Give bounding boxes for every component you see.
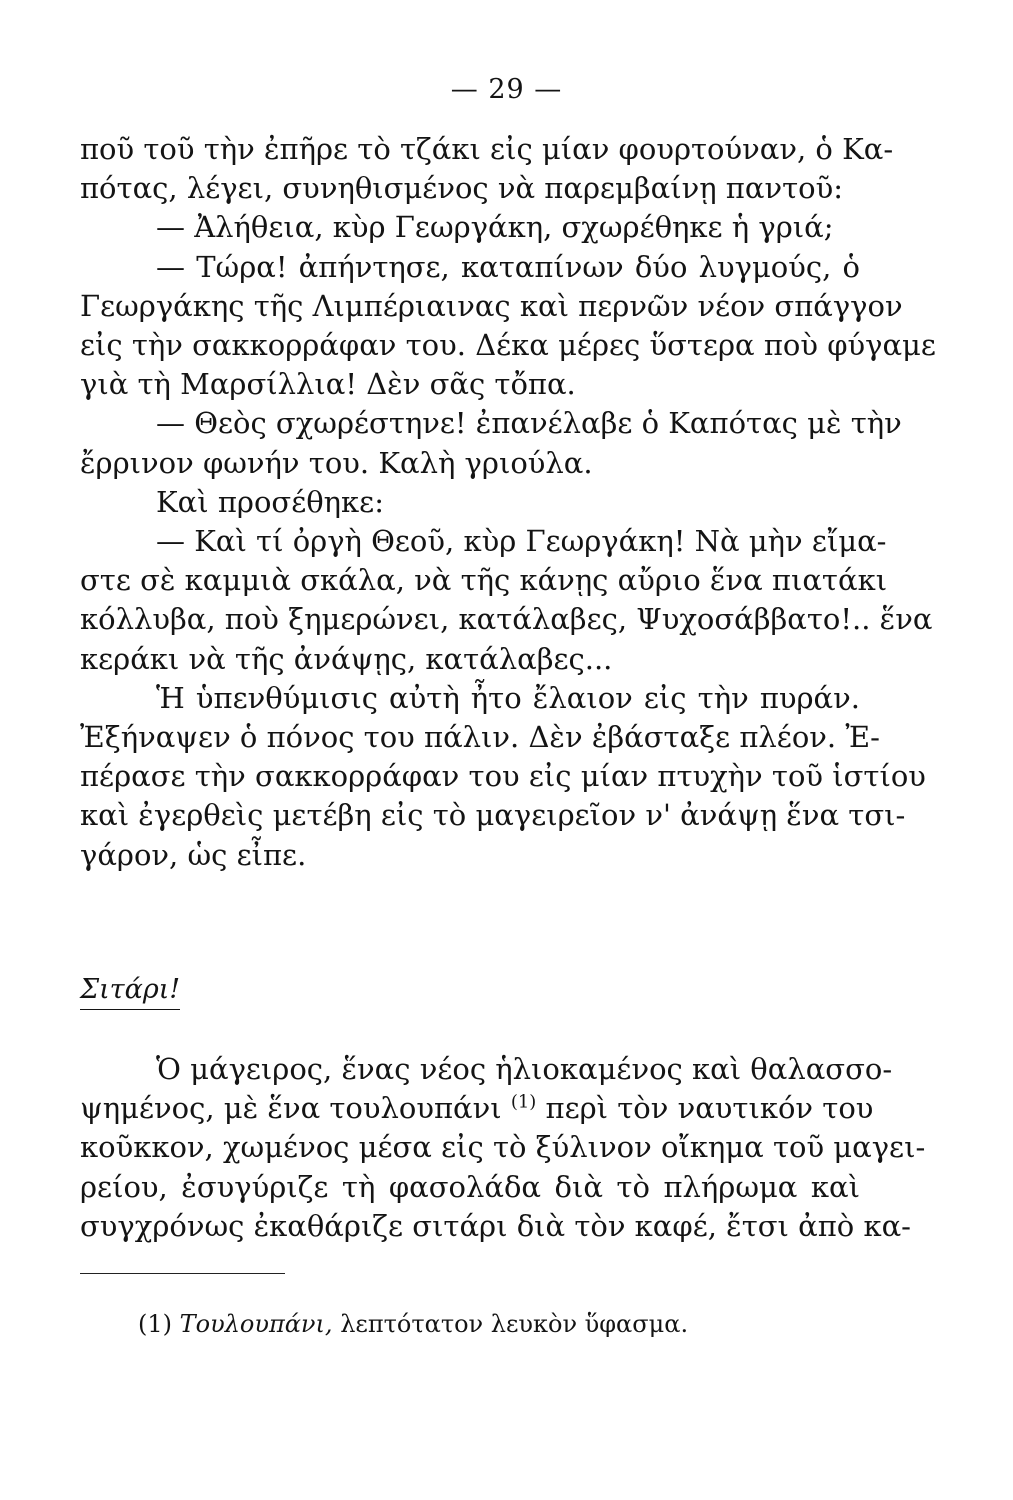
text-line: στε σὲ καμμιὰ σκάλα, νὰ τῆς κάνῃς αὔριο ἕνα πιατάκι bbox=[80, 563, 888, 598]
page-number: — 29 — bbox=[450, 74, 563, 105]
footnote-reference: (1) bbox=[510, 1091, 537, 1113]
text-line: Ὁ μάγειρος, ἕνας νέος ἡλιοκαμένος καὶ θαλασσο- bbox=[156, 1052, 893, 1086]
text-line: πότας, λέγει, συνηθισμένος νὰ παρεμβαίνῃ παντοῦ: bbox=[80, 171, 843, 206]
footnote-definition: λεπτότατον λευκὸν ὕφασμα. bbox=[340, 1310, 689, 1338]
text-line: πέρασε τὴν σακκορράφαν του εἰς μίαν πτυχὴν τοῦ ἱστίου bbox=[80, 759, 926, 794]
text-line: κόλλυβα, ποὺ ξημερώνει, κατάλαβες, Ψυχοσάββατο!.. ἕνα bbox=[80, 602, 933, 637]
section-heading: Σιτάρι! bbox=[80, 974, 180, 1010]
text-line: ἔρρινον φωνήν του. Καλὴ γριούλα. bbox=[80, 445, 593, 480]
footnote-divider bbox=[80, 1273, 285, 1274]
dialogue-line: — Ἀλήθεια, κὺρ Γεωργάκη, σχωρέθηκε ἡ γριά; bbox=[156, 210, 834, 245]
dialogue-line: — Θεὸς σχωρέστηνε! ἐπανέλαβε ὁ Καπότας μὲ τὴν bbox=[156, 406, 902, 441]
text-line: ρείου, ἐσυγύριζε τὴ φασολάδα διὰ τὸ πλήρωμα καὶ bbox=[80, 1169, 860, 1204]
text-line: εἰς τὴν σακκορράφαν του. Δέκα μέρες ὕστερα ποὺ φύγαμε bbox=[80, 328, 936, 363]
footnote-marker: (1) bbox=[138, 1310, 172, 1338]
text-line bbox=[80, 1089, 874, 1128]
text-line: Ἡ ὑπενθύμισις αὐτὴ ἦτο ἔλαιον εἰς τὴν πυράν. bbox=[156, 680, 860, 715]
text-line: κεράκι νὰ τῆς ἀνάψῃς, κατάλαβες... bbox=[80, 641, 613, 676]
section-text-block bbox=[80, 1050, 926, 1246]
text-line: Γεωργάκης τῆς Λιμπέριαινας καὶ περνῶν νέον σπάγγον bbox=[80, 288, 903, 323]
text-line: κοῦκκον, χωμένος μέσα εἰς τὸ ξύλινον οἴκημα τοῦ μαγει- bbox=[80, 1130, 926, 1165]
text-line: γάρον, ὡς εἶπε. bbox=[80, 837, 307, 872]
text-fragment: ψημένος, μὲ ἕνα τουλουπάνι bbox=[80, 1091, 502, 1126]
dialogue-line: — Τώρα! ἀπήντησε, καταπίνων δύο λυγμούς, ὁ bbox=[156, 249, 860, 284]
footnote bbox=[138, 1310, 688, 1338]
dialogue-line: — Καὶ τί ὀργὴ Θεοῦ, κὺρ Γεωργάκη! Νὰ μὴν εἴμα- bbox=[156, 524, 887, 559]
text-fragment: περὶ τὸν ναυτικόν του bbox=[545, 1091, 874, 1126]
footnote-term: Τουλουπάνι, bbox=[179, 1310, 333, 1338]
main-text-block bbox=[80, 130, 936, 875]
text-line: ποῦ τοῦ τὴν ἐπῆρε τὸ τζάκι εἰς μίαν φουρτούναν, ὁ Κα- bbox=[80, 132, 894, 166]
text-line: καὶ ἐγερθεὶς μετέβη εἰς τὸ μαγειρεῖον ν' ἀνάψῃ ἕνα τσι- bbox=[80, 798, 906, 833]
text-line: Ἐξήναψεν ὁ πόνος του πάλιν. Δὲν ἐβάσταξε πλέον. Ἐ- bbox=[80, 720, 880, 755]
text-line: γιὰ τὴ Μαρσίλλια! Δὲν σᾶς τὄπα. bbox=[80, 367, 576, 402]
text-line: Καὶ προσέθηκε: bbox=[156, 484, 384, 519]
text-line: συγχρόνως ἐκαθάριζε σιτάρι διὰ τὸν καφέ, ἔτσι ἀπὸ κα- bbox=[80, 1208, 911, 1243]
